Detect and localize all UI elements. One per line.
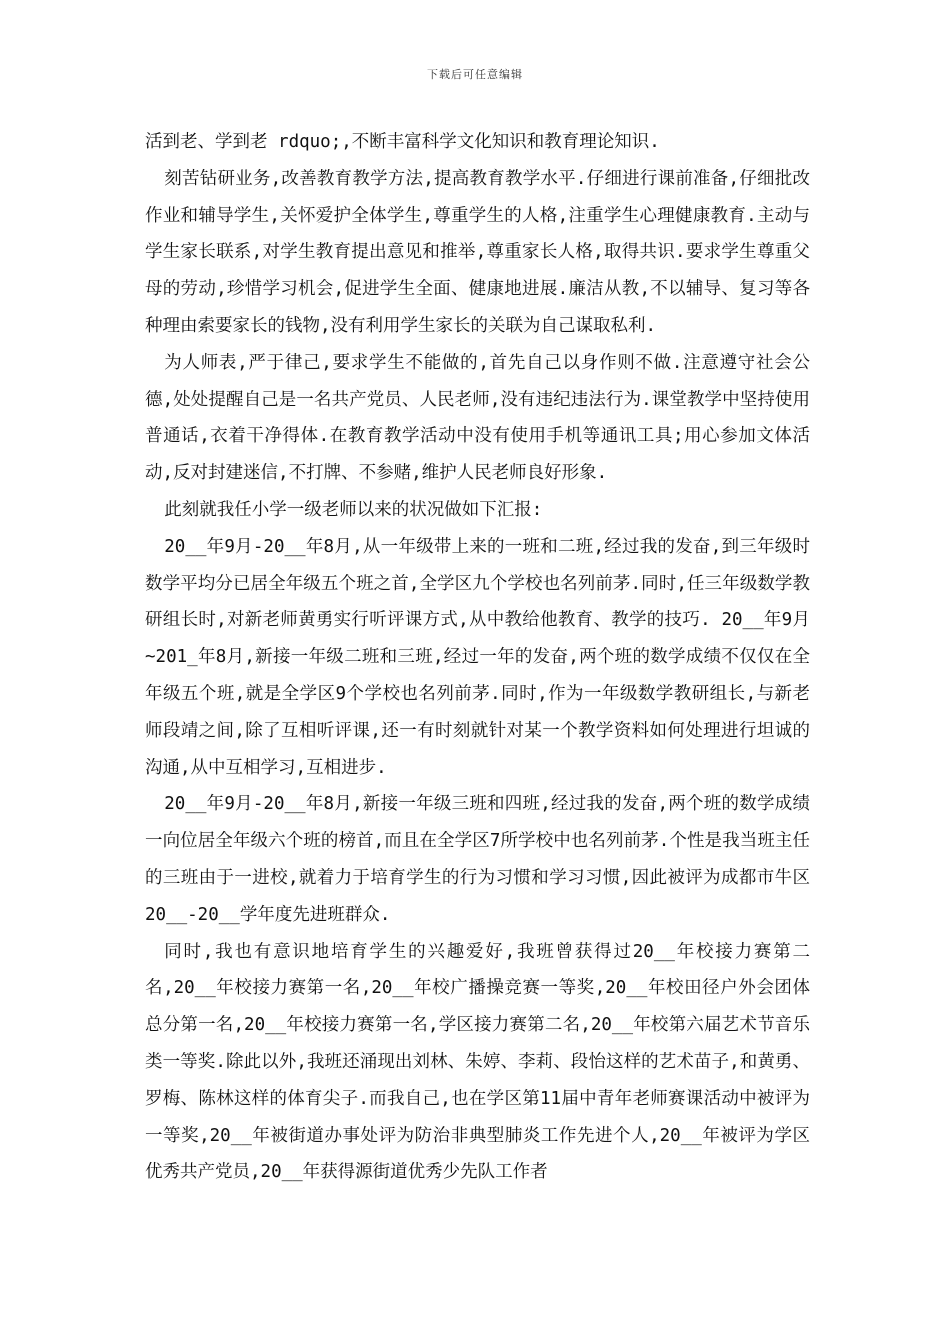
paragraph-4: 此刻就我任小学一级老师以来的状况做如下汇报: — [164, 499, 543, 520]
paragraph-3: 为人师表,严于律己,要求学生不能做的,首先自己以身作则不做.注意遵守社会公德,处处提醒自己是一名共产党员、人民老师,没有违纪违法行为.课堂教学中坚持使用普通话,衣着干净得体.在教育教学活动中没有使用手机等通讯工具;用心参加文体活动,反对封建迷信,不打牌、不参赌,维护人民老师良好形象. — [145, 352, 810, 484]
paragraph-7: 同时,我也有意识地培育学生的兴趣爱好,我班曾获得过20__年校接力赛第二名,20__年校接力赛第一名,20__年校广播操竞赛一等奖,20__年校田径户外会团体总分第一名,20__年校接力赛第一名,学区接力赛第二名,20__年校第六届艺术节音乐类一等奖.除此以外,我班还涌现出刘林、朱婷、李莉、段怡这样的艺术苗子,和黄勇、罗梅、陈林这样的体育尖子.而我自己,也在学区第11届中青年老师赛课活动中被评为一等奖,20__年被街道办事处评为防治非典型肺炎工作先进个人,20__年被评为学区优秀共产党员,20__年获得源街道优秀少先队工作者 — [145, 941, 810, 1183]
paragraph-1: 活到老、学到老 rdquo;,不断丰富科学文化知识和教育理论知识. — [145, 132, 660, 152]
paragraph-6: 20__年9月-20__年8月,新接一年级三班和四班,经过我的发奋,两个班的数学成绩一向位居全年级六个班的榜首,而且在全学区7所学校中也名列前茅.个性是我当班主任的三班由于一进校,就着力于培育学生的行为习惯和学习习惯,因此被评为成都市牛区20__-20__学年度先进班群众. — [145, 794, 810, 925]
page-header: 下载后可任意编辑 — [427, 68, 523, 81]
paragraph-5: 20__年9月-20__年8月,从一年级带上来的一班和二班,经过我的发奋,到三年级时数学平均分已居全年级五个班之首,全学区九个学校也名列前茅.同时,任三年级数学教研组长时,对新老师黄勇实行听评课方式,从中教给他教育、教学的技巧. 20__年9月~201_年8月,新接一年级二班和三班,经过一年的发奋,两个班的数学成绩不仅仅在全年级五个班,就是全学区9个学校也名列前茅.同时,作为一年级数学教研组长,与新老师段靖之间,除了互相听评课,还一有时刻就针对某一个教学资料如何处理进行坦诚的沟通,从中互相学习,互相进步. — [145, 536, 810, 778]
document-body — [145, 124, 810, 1191]
paragraph-2: 刻苦钻研业务,改善教育教学方法,提高教育教学水平.仔细进行课前准备,仔细批改作业和辅导学生,关怀爱护全体学生,尊重学生的人格,注重学生心理健康教育.主动与学生家长联系,对学生教育提出意见和推举,尊重家长人格,取得共识.要求学生尊重父母的劳动,珍惜学习机会,促进学生全面、健康地进展.廉洁从教,不以辅导、复习等各种理由索要家长的钱物,没有利用学生家长的关联为自己谋取私利. — [145, 168, 810, 336]
